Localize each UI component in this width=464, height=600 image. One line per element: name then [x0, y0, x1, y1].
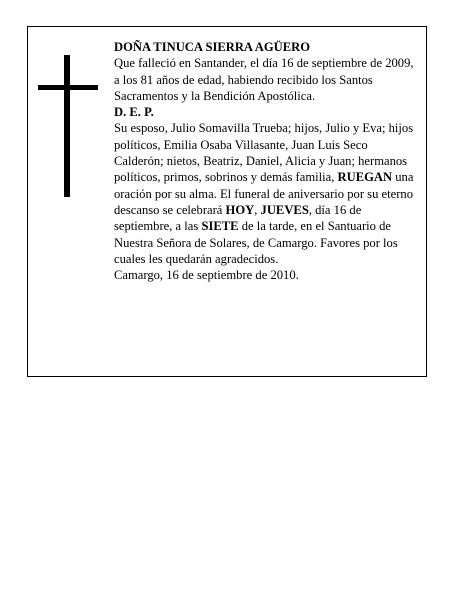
deceased-name: DOÑA TINUCA SIERRA AGÜERO	[114, 40, 311, 54]
cross-icon	[38, 55, 98, 197]
prayer-text: una oración por su alma. El funeral de aniversario por su eterno descanso se celebrará	[114, 170, 414, 217]
dep-line: D. E. P.	[114, 105, 154, 120]
ruegan-word: RUEGAN	[337, 170, 393, 185]
cross-vertical-bar	[64, 55, 70, 197]
family-text: Su esposo, Julio Somavilla Trueba; hijos, Julio y Eva; hijos políticos, Emilia Osaba Villasante, Juan Luis Seco Calderón; nietos, Beatriz, Daniel, Alicia y Juan; hermanos políticos, primos, sobrinos y demás familia,	[114, 121, 414, 185]
obituary-notice	[27, 26, 427, 377]
date-text: , día 16 de septiembre, a las	[114, 202, 362, 234]
jueves-word: JUEVES	[260, 202, 309, 217]
hoy-word: HOY	[225, 202, 255, 217]
location-text: de la tarde, en el Santuario de Nuestra Señora de Solares, de Camargo. Favores por los cuales les quedarán agradecidos.	[114, 219, 398, 266]
cross-horizontal-bar	[38, 85, 98, 90]
age-line: a los 81 años de edad, habiendo recibido los Santos Sacramentos y la Bendición Apostólica.	[114, 72, 373, 103]
death-line: Que falleció en Santander, el día 16 de septiembre de 2009,	[114, 56, 414, 71]
signature-line: Camargo, 16 de septiembre de 2010.	[114, 268, 299, 283]
siete-word: SIETE	[201, 219, 239, 234]
comma-text: ,	[254, 202, 258, 217]
notice-body	[114, 39, 414, 283]
family-paragraph	[114, 120, 414, 267]
